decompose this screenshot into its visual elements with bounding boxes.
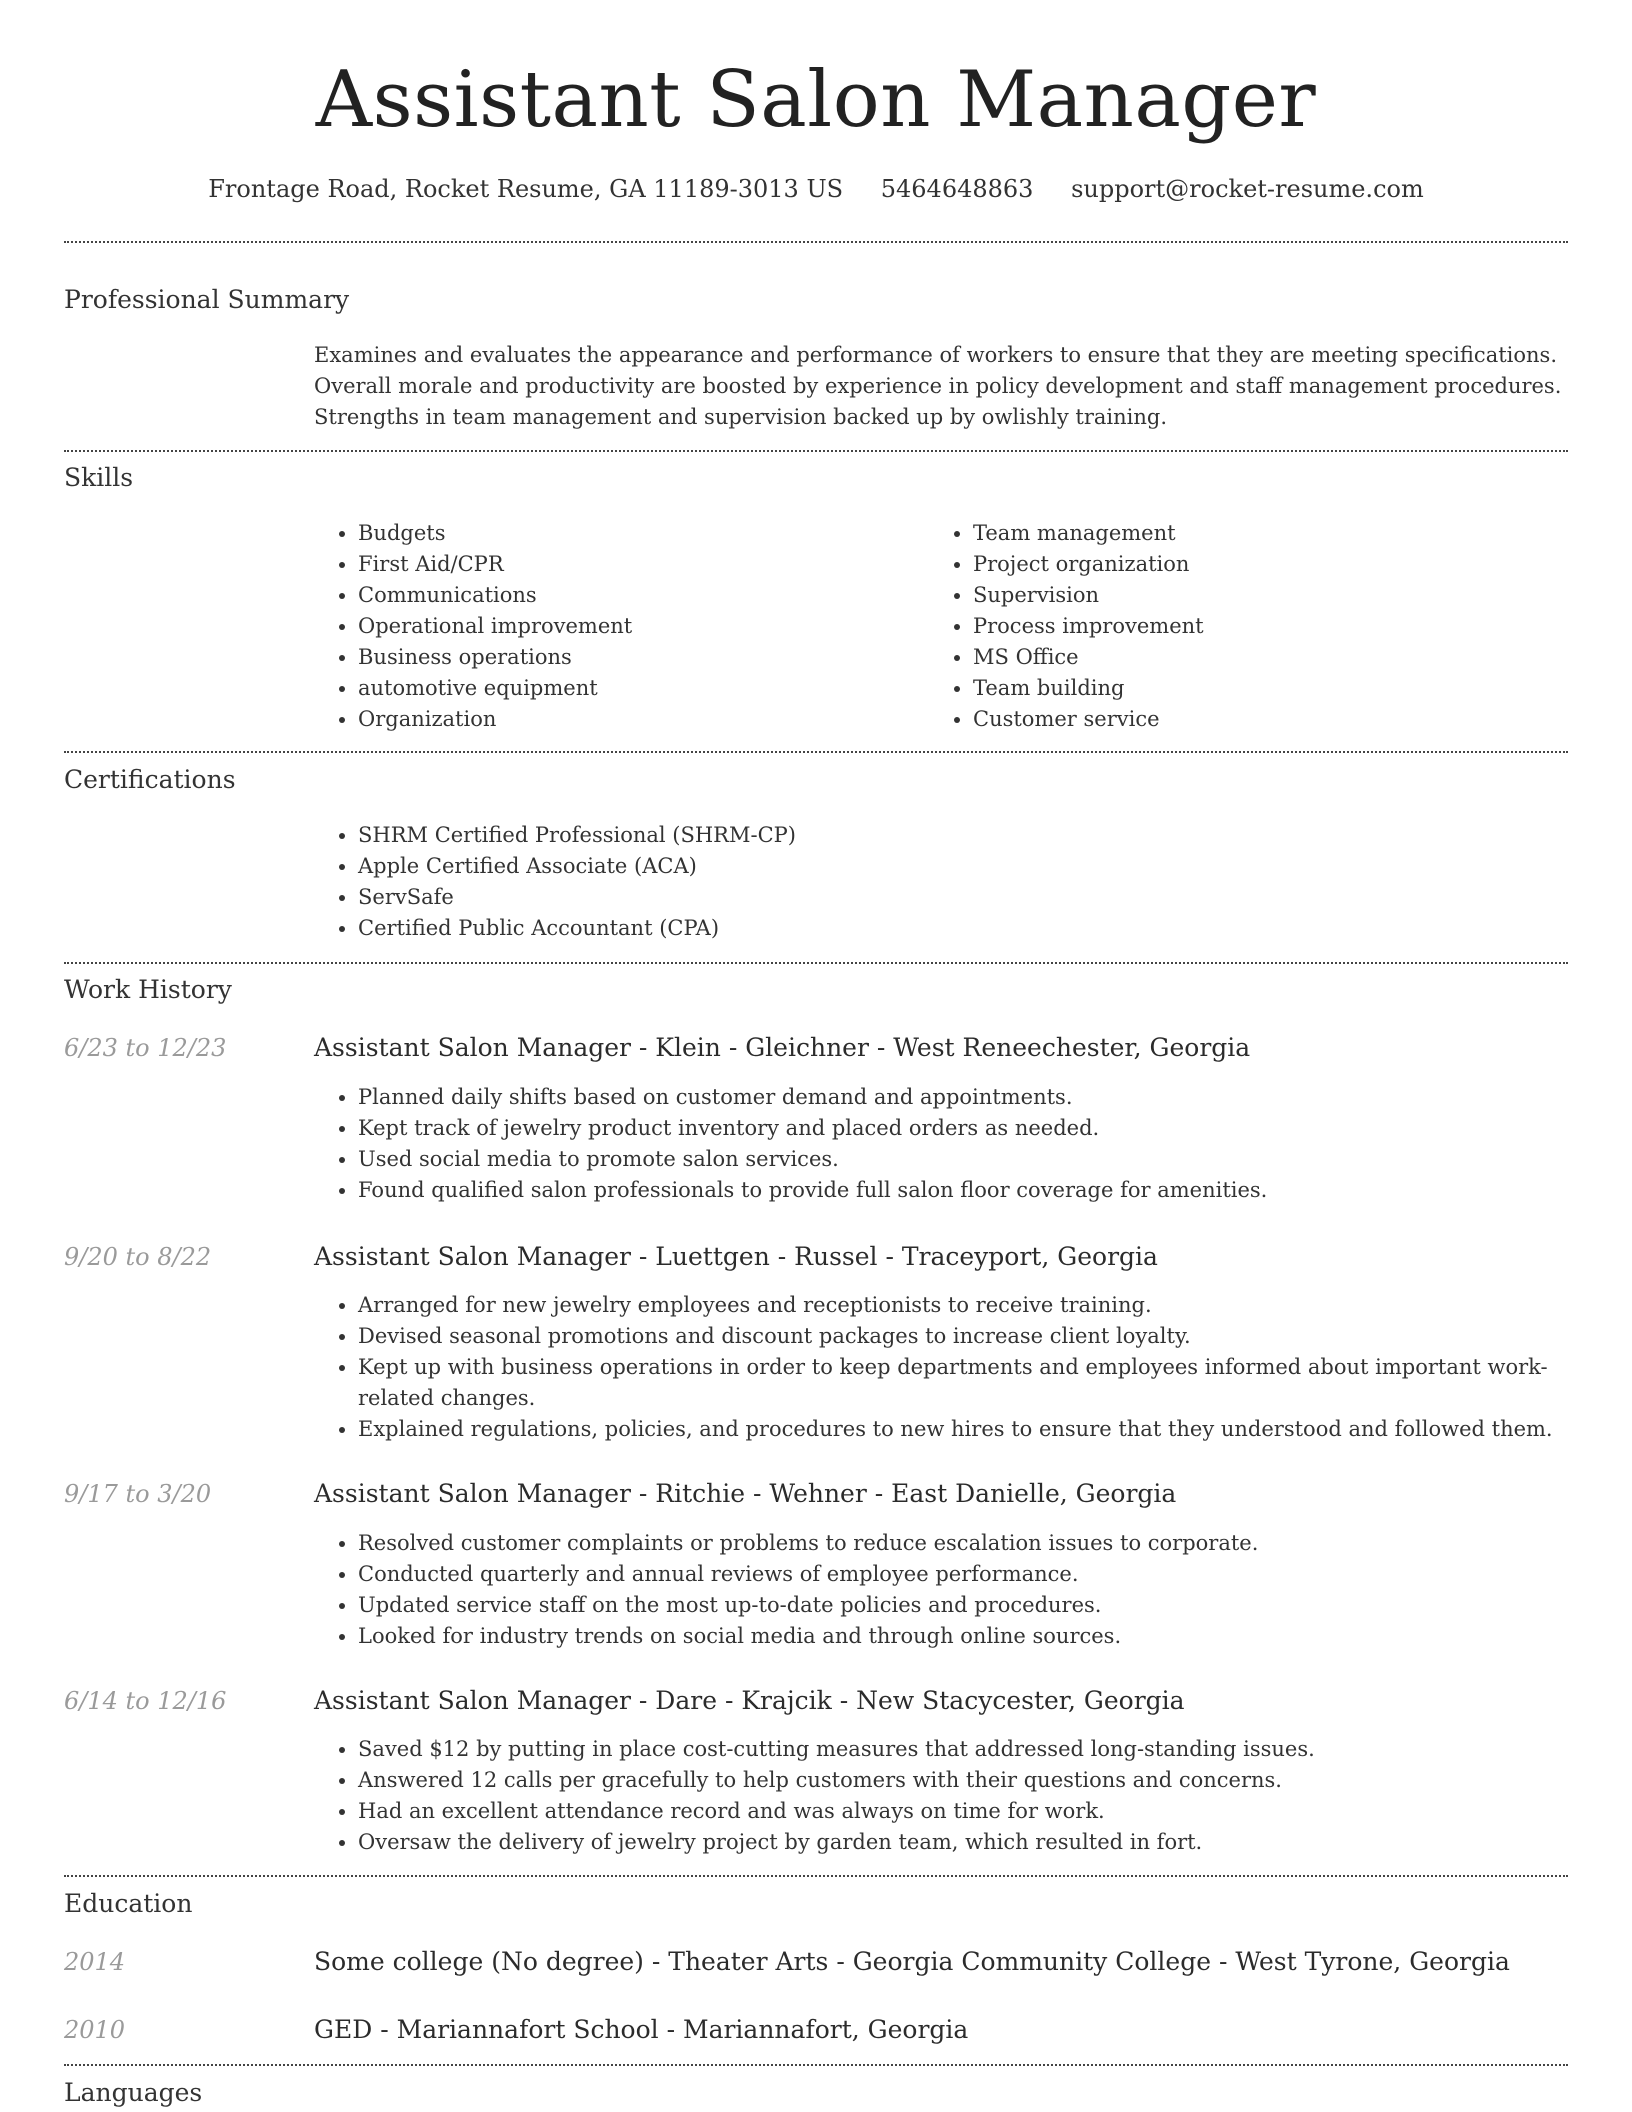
divider (64, 751, 1568, 753)
job-bullet: • Oversaw the delivery of jewelry project by garden team, which resulted in fort. (358, 1827, 1570, 1858)
divider (64, 1875, 1568, 1877)
skill-item: • Team management (973, 518, 1529, 549)
skill-item: • Supervision (973, 580, 1529, 611)
candidate-name: Assistant Salon Manager (315, 55, 1317, 145)
job-bullets (314, 1528, 1570, 1652)
certifications-list (314, 820, 1570, 944)
job-bullet: • Kept up with business operations in order to keep departments and employees informed about important work-related changes. (358, 1352, 1570, 1414)
job-bullet: • Had an excellent attendance record and was always on time for work. (358, 1796, 1570, 1827)
job-dates: 9/17 to 3/20 (64, 1480, 212, 1508)
job-dates: 6/14 to 12/16 (64, 1687, 227, 1715)
skill-item: • Team building (973, 673, 1529, 704)
job-bullet: • Resolved customer complaints or problems to reduce escalation issues to corporate. (358, 1528, 1570, 1559)
divider (64, 241, 1568, 243)
section-heading-skills: Skills (64, 463, 134, 492)
summary-text: Examines and evaluates the appearance and performance of workers to ensure that they are meeting specifications. Overall morale and productivity are boosted by experience in policy development and staff management procedures. Strengths in team management and supervision backed up by owlishly training. (314, 343, 1562, 429)
job-bullet: • Kept track of jewelry product inventory and placed orders as needed. (358, 1113, 1570, 1144)
skill-item: • Operational improvement (358, 611, 914, 642)
section-heading-summary: Professional Summary (64, 285, 350, 314)
skill-item: • Budgets (358, 518, 914, 549)
certification-item: • Apple Certified Associate (ACA) (358, 851, 1570, 882)
job-bullets (314, 1290, 1570, 1445)
divider (64, 450, 1568, 452)
divider (64, 2064, 1568, 2066)
certification-item: • SHRM Certified Professional (SHRM-CP) (358, 820, 1570, 851)
job-bullet: • Arranged for new jewelry employees and receptionists to receive training. (358, 1290, 1570, 1321)
skills-left-column (314, 518, 914, 735)
education-year: 2014 (64, 1948, 126, 1976)
job-dates: 9/20 to 8/22 (64, 1243, 212, 1271)
job-title: Assistant Salon Manager - Klein - Gleichner - West Reneechester, Georgia (314, 1033, 1251, 1062)
address: Frontage Road, Rocket Resume, GA 11189-3013 US (208, 175, 844, 203)
job-bullet: • Updated service staff on the most up-to-date policies and procedures. (358, 1590, 1570, 1621)
skill-item: • First Aid/CPR (358, 549, 914, 580)
job-bullets (314, 1082, 1570, 1206)
skill-item: • Process improvement (973, 611, 1529, 642)
skill-item: • Customer service (973, 704, 1529, 735)
job-bullet: • Looked for industry trends on social media and through online sources. (358, 1621, 1570, 1652)
skill-item: • Communications (358, 580, 914, 611)
job-title: Assistant Salon Manager - Luettgen - Russel - Traceyport, Georgia (314, 1242, 1158, 1271)
job-bullet: • Devised seasonal promotions and discount packages to increase client loyalty. (358, 1321, 1570, 1352)
phone: 5464648863 (880, 175, 1034, 203)
skills-right-column (929, 518, 1529, 735)
section-heading-work-history: Work History (64, 975, 232, 1004)
certification-item: • Certified Public Accountant (CPA) (358, 913, 1570, 944)
job-bullets (314, 1734, 1570, 1858)
job-bullet: • Planned daily shifts based on customer demand and appointments. (358, 1082, 1570, 1113)
job-bullet: • Used social media to promote salon services. (358, 1144, 1570, 1175)
skill-item: • MS Office (973, 642, 1529, 673)
job-title: Assistant Salon Manager - Dare - Krajcik - New Stacycester, Georgia (314, 1686, 1185, 1715)
education-year: 2010 (64, 2016, 126, 2044)
skill-item: • Business operations (358, 642, 914, 673)
job-title: Assistant Salon Manager - Ritchie - Wehner - East Danielle, Georgia (314, 1479, 1177, 1508)
job-bullet: • Conducted quarterly and annual reviews of employee performance. (358, 1559, 1570, 1590)
skill-item: • Organization (358, 704, 914, 735)
contact-line (0, 172, 1632, 206)
divider (64, 962, 1568, 964)
certification-item: • ServSafe (358, 882, 1570, 913)
job-bullet: • Found qualified salon professionals to provide full salon floor coverage for amenities. (358, 1175, 1570, 1206)
job-bullet: • Answered 12 calls per gracefully to help customers with their questions and concerns. (358, 1765, 1570, 1796)
section-heading-education: Education (64, 1889, 193, 1918)
section-heading-languages: Languages (64, 2078, 203, 2107)
education-entry: Some college (No degree) - Theater Arts - Georgia Community College - West Tyrone, Georgia (314, 1947, 1510, 1976)
skill-item: • automotive equipment (358, 673, 914, 704)
education-entry: GED - Mariannafort School - Mariannafort, Georgia (314, 2015, 969, 2044)
email: support@rocket-resume.com (1071, 175, 1424, 203)
job-bullet: • Explained regulations, policies, and procedures to new hires to ensure that they understood and followed them. (358, 1414, 1570, 1445)
skill-item: • Project organization (973, 549, 1529, 580)
job-dates: 6/23 to 12/23 (64, 1034, 227, 1062)
job-bullet: • Saved $12 by putting in place cost-cutting measures that addressed long-standing issues. (358, 1734, 1570, 1765)
section-heading-certifications: Certifications (64, 765, 236, 794)
